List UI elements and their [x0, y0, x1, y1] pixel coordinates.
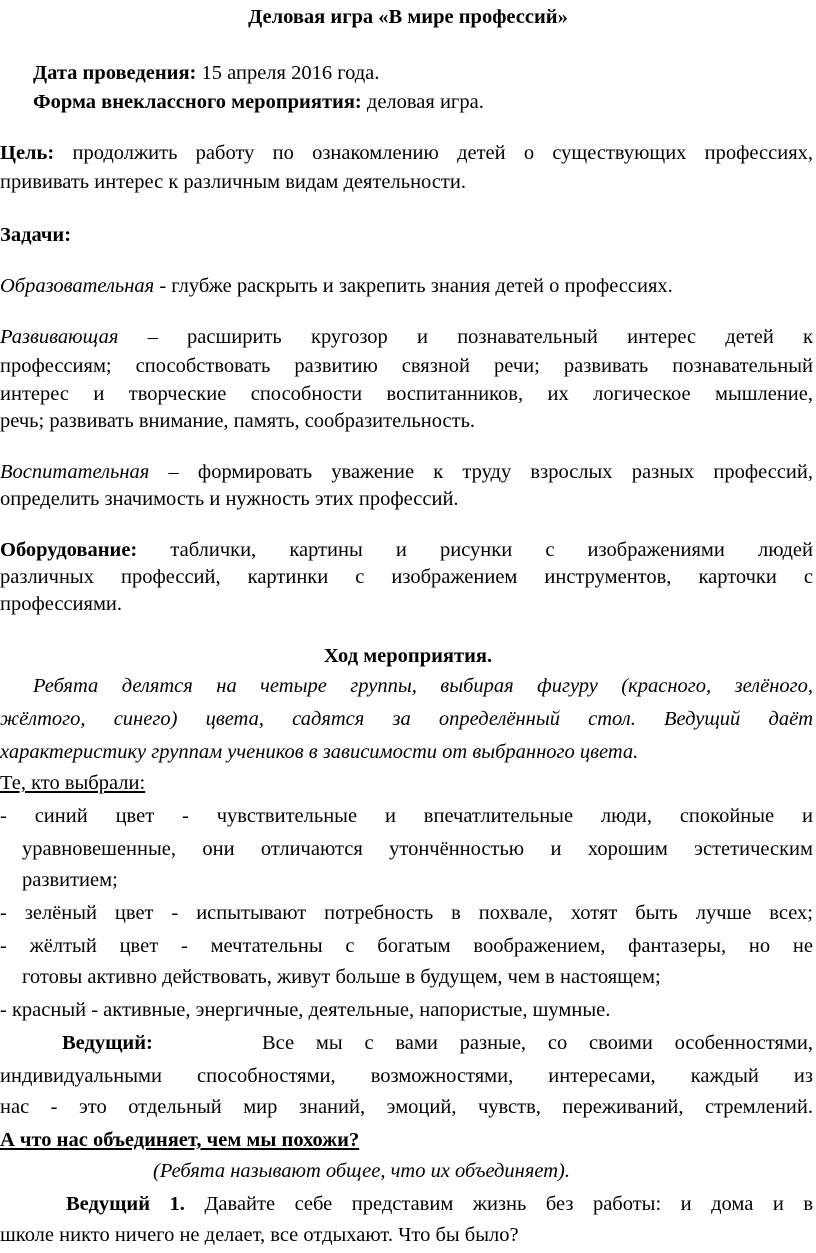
host-label: Ведущий: [62, 1032, 153, 1054]
task-upbringing-line-2: определить значимость и нужность этих профессий. [0, 488, 459, 510]
intro-line-2: жёлтого, синего) цвета, садятся за определённый стол. Ведущий даёт [0, 708, 813, 730]
question-heading: А что нас объединяет, чем мы похожи? [0, 1129, 360, 1151]
tasks-heading: Задачи: [0, 224, 72, 246]
host1-label: Ведущий 1. [66, 1193, 185, 1215]
equipment-line-2: различных профессий, картинки с изображением инструментов, карточки с [0, 566, 813, 588]
yellow-line-1: - жёлтый цвет - мечтательны с богатым воображением, фантазеры, но не [0, 935, 813, 957]
task-educational: Образовательная - глубже раскрыть и закрепить знания детей о профессиях. [0, 275, 673, 297]
task-educational-label: Образовательная [0, 275, 155, 297]
task-upbringing-label: Воспитательная [0, 461, 150, 483]
document-title: Деловая игра «В мире профессий» [248, 6, 568, 28]
task-upbringing-line-1: Воспитательная – формировать уважение к труду взрослых разных профессий, [0, 461, 813, 483]
task-developing-label: Развивающая [0, 326, 119, 348]
goal-line-2: прививать интерес к различным видам деятельности. [0, 171, 466, 193]
blue-line-1: - синий цвет - чувствительные и впечатлительные люди, спокойные и [0, 805, 813, 827]
intro-line-3: характеристику группам учеников в зависимости от выбранного цвета. [0, 741, 639, 763]
task-developing-line-2: профессиям; способствовать развитию связной речи; развивать познавательный [0, 355, 813, 377]
blue-line-2: уравновешенные, они отличаются утончённостью и хорошим эстетическим [22, 838, 813, 860]
goal-label: Цель: [0, 142, 55, 164]
host1-line-1: Ведущий 1. Давайте себе представим жизнь без работы: и дома и в [66, 1193, 814, 1215]
red-line: - красный - активные, энергичные, деятельные, напористые, шумные. [0, 999, 611, 1021]
yellow-line-2: готовы активно действовать, живут больше в будущем, чем в настоящем; [22, 966, 661, 988]
date-value: 15 апреля 2016 года. [201, 62, 380, 84]
date-label: Дата проведения: [33, 62, 197, 84]
task-developing-line-4: речь; развивать внимание, память, сообразительность. [0, 410, 476, 432]
course-heading: Ход мероприятия. [323, 645, 493, 667]
intro-line-1: Ребята делятся на четыре группы, выбирая фигуру (красного, зелёного, [33, 675, 813, 697]
date-line [33, 58, 379, 89]
equipment-line-3: профессиями. [0, 593, 123, 615]
form-label: Форма внеклассного мероприятия: [33, 91, 362, 113]
host1-line-2: школе никто ничего не делает, все отдыхают. Что бы было? [0, 1224, 519, 1246]
host-line-3: нас - это отдельный мир знаний, эмоций, чувств, переживаний, стремлений. [0, 1096, 813, 1118]
host-line-1: Ведущий: Все мы с вами разные, со своими особенностями, [62, 1032, 814, 1054]
chose-label: Те, кто выбрали: [0, 772, 146, 794]
equipment-label: Оборудование: [0, 539, 138, 561]
form-line [33, 87, 484, 118]
host-line-2: индивидуальными способностями, возможностями, интересами, каждый из [0, 1065, 813, 1087]
task-developing-line-1: Развивающая – расширить кругозор и познавательный интерес детей к [0, 326, 814, 348]
form-value: деловая игра. [366, 91, 484, 113]
green-line: - зелёный цвет - испытывают потребность в похвале, хотят быть лучше всех; [0, 902, 813, 924]
task-developing-line-3: интерес и творческие способности воспитанников, их логическое мышление, [0, 383, 813, 405]
goal-line-1: Цель: продолжить работу по ознакомлению детей о существующих профессиях, [0, 142, 814, 164]
blue-line-3: развитием; [22, 869, 118, 891]
kids-answer: (Ребята называют общее, что их объединяет). [153, 1160, 570, 1182]
equipment-line-1: Оборудование: таблички, картины и рисунки с изображениями людей [0, 539, 813, 561]
